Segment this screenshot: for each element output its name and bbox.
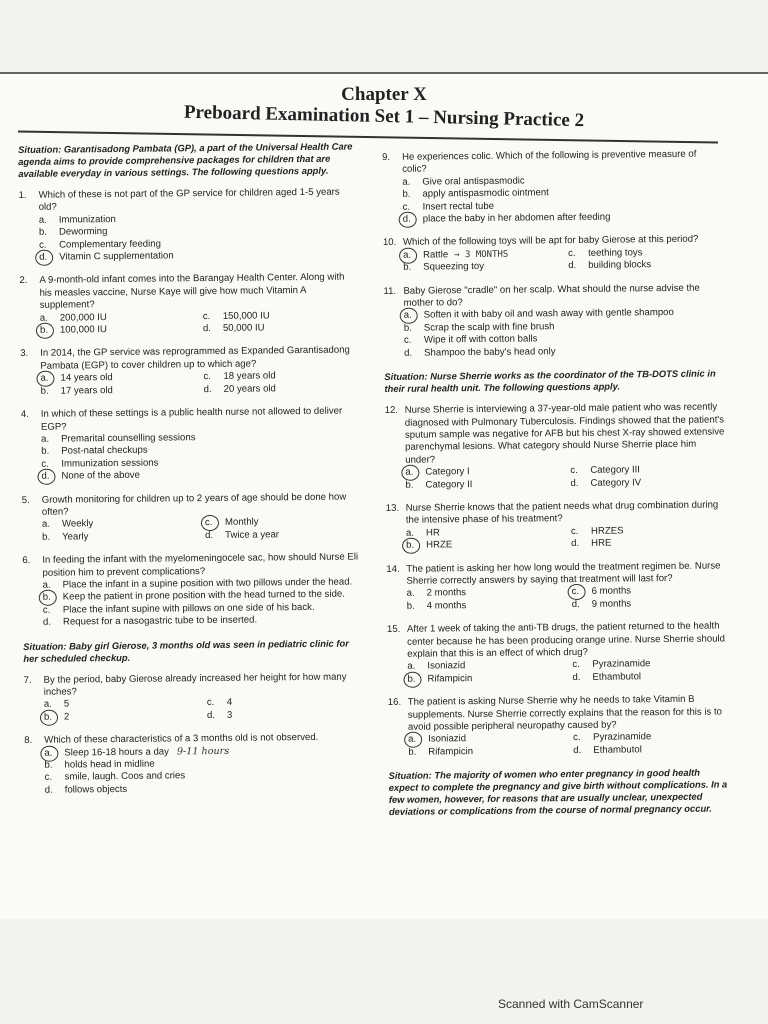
option-a: a. 200,000 IU <box>39 311 107 324</box>
option-c: c. Place the infant supine with pillows on one side of his back. <box>42 601 315 616</box>
option-b: b. holds head in midline <box>44 758 155 771</box>
question-11: 11. Baby Gierose "cradle" on her scalp. What should the nurse advise the mother to do? a. Soften it with baby oil and wash away with gentle shampoo b. Scrap the scalp with fine brush c. Wipe it off with cotton balls d. Shampoo the baby's head only <box>383 282 724 360</box>
option-c: c. HRZES <box>570 525 624 537</box>
question-text: In feeding the infant with the myelomeningocele sac, how should Nurse Eli position him to prevent complications? <box>42 551 359 579</box>
option-b: b. Category II <box>405 478 473 491</box>
question-text: Nurse Sherrie is interviewing a 37-year-old male patient who was recently diagnosed with Pulmonary Tuberculosis. Findings showed that the patient's sputum sample was negative for AFB but his chest X-ray showed extensive parenchymal lesions. What category should Nurse Sherrie place him under? <box>404 401 725 466</box>
option-c: c. Complementary feeding <box>39 238 161 251</box>
situation-text: Situation: Garantisadong Pambata (GP), a part of the Universal Health Care agenda aims to provide comprehensive packages for children that are available everyday in various settings. The following questions apply. <box>18 140 353 179</box>
question-text: Baby Gierose "cradle" on her scalp. What should the nurse advise the mother to do? <box>403 282 700 309</box>
option-d: d. follows objects <box>44 783 128 796</box>
option-c: c. 150,000 IU <box>202 310 270 322</box>
question-4: 4. In which of these settings is a public health nurse not allowed to deliver EGP? a. Premarital counselling sessions b. Post-natal checkups c. Immunization sessions d. None of the above <box>21 406 358 484</box>
option-d: d. 20 years old <box>203 383 276 395</box>
question-2: 2. A 9-month-old infant comes into the Barangay Health Center. Along with his measles vaccine, Nurse Kaye will give how much Vitamin A supplement? a. 200,000 IU c. 150,000 IU b. 100,000 IU d. 50,000 IU <box>19 272 356 338</box>
option-a-circled: a. Soften it with baby oil and wash away with gentle shampoo <box>403 307 674 322</box>
question-text: In 2014, the GP service was reprogrammed as Expanded Garantisadong Pambata (EGP) to cover children up to which age? <box>40 345 350 372</box>
option-b-circled: b. Rifampicin <box>407 672 473 685</box>
option-c: c. 4 <box>206 697 233 709</box>
option-a: a. Place the infant in a supine position with two pillows under the head. <box>42 576 353 591</box>
question-text: The patient is asking her how long would the treatment regimen be. Nurse Sherrie correctly answers by saying that treatment will last for? <box>406 560 721 587</box>
left-column <box>18 140 361 808</box>
option-a: a. HR <box>405 527 440 539</box>
option-d: d. Ethambutol <box>572 671 642 683</box>
option-d-circled: d. None of the above <box>41 469 140 482</box>
option-c: c. Wipe it off with cotton balls <box>403 333 538 347</box>
question-16: 16. The patient is asking Nurse Sherrie why he needs to take Vitamin B supplements. Nurse Sherrie correctly explains that the reason for this is to avoid possible peripheral neuropathy caused by? a. Isoniazid c. Pyrazinamide b. Rifampicin d. Ethambutol <box>388 694 729 760</box>
question-text: Which of these is not part of the GP service for children aged 1-5 years old? <box>38 186 340 214</box>
question-text: Growth monitoring for children up to 2 years of age should be done how often? <box>41 491 347 518</box>
handwritten-note: 9-11 hours <box>176 745 230 757</box>
question-8: 8. Which of these characteristics of a 3 months old is not observed. a. Sleep 16-18 hours a day 9-11 hours b. holds head in midline c. smile, laugh. Coos and cries d. follows objects <box>24 732 361 798</box>
question-number: 1. <box>18 189 27 201</box>
question-text: Nurse Sherrie knows that the patient needs what drug combination during the intensive phase of his treatment? <box>405 499 719 527</box>
option-d: d. 9 months <box>571 598 632 610</box>
question-text: By the period, baby Gierose already increased her height for how many inches? <box>43 671 347 698</box>
option-c-circled: c. 6 months <box>571 585 632 598</box>
option-d: d. Category IV <box>570 476 642 489</box>
option-c: c. Pyrazinamide <box>572 658 651 671</box>
option-a-circled: a. Isoniazid <box>408 733 467 746</box>
option-a-circled: a. Category I <box>405 466 470 478</box>
option-b: b. apply antispasmodic ointment <box>402 187 549 201</box>
question-text: In which of these settings is a public health nurse not allowed to deliver EGP? <box>40 405 343 433</box>
option-b-circled: b. HRZE <box>406 539 453 551</box>
option-b: b. Squeezing toy <box>403 261 485 274</box>
question-14: 14. The patient is asking her how long would the treatment regimen be. Nurse Sherrie correctly answers by saying that treatment will last for? a. 2 months c. 6 months b. 4 months d. 9 months <box>386 560 727 613</box>
option-a: a. Premarital counselling sessions <box>41 432 196 445</box>
question-3: 3. In 2014, the GP service was reprogrammed as Expanded Garantisadong Pambata (EGP) to cover children up to which age? a. 14 years old c. 18 years old b. 17 years old d. 20 years old <box>20 345 357 398</box>
option-c: c. Immunization sessions <box>41 457 159 470</box>
option-a: a. 5 <box>43 698 70 711</box>
option-c-circled: c. Monthly <box>204 516 259 529</box>
option-b: b. 17 years old <box>40 384 113 397</box>
question-12: 12. Nurse Sherrie is interviewing a 37-year-old male patient who was recently diagnosed with Pulmonary Tuberculosis. Findings showed that the patient's sputum sample was negative for AFB but his chest X-ray showed extensive parenchymal lesions. What category should Nurse Sherrie place him under? a. Category I c. Category III b. Category II d. Category IV <box>384 401 725 491</box>
scanner-watermark: Scanned with CamScanner <box>498 997 644 1011</box>
option-a: a. Give oral antispasmodic <box>402 175 525 188</box>
question-text: The patient is asking Nurse Sherrie why he needs to take Vitamin B supplements. Nurse Sherrie correctly explains that the reason for this is to avoid possible peripheral neuropathy caused by? <box>407 693 723 733</box>
option-c: c. Pyrazinamide <box>573 731 652 744</box>
option-a-circled: a. Sleep 16-18 hours a day 9-11 hours <box>44 745 230 759</box>
chapter-heading: Chapter X <box>341 84 427 105</box>
option-a-circled: a. 14 years old <box>40 372 113 385</box>
option-c: c. 18 years old <box>203 370 276 383</box>
option-b: b. 4 months <box>406 599 467 612</box>
question-1 <box>18 186 355 264</box>
question-6: 6. In feeding the infant with the myelomeningocele sac, how should Nurse Eli position him to prevent complications? a. Place the infant in a supine position with two pillows under the head. b. Keep the patient in prone position with the head turned to the side. c. Place the infant supine with pillows on one side of his back. d. Request for a nasogastric tube to be inserted. <box>22 551 359 628</box>
question-text: He experiences colic. Which of the following is preventive measure of colic? <box>401 148 697 176</box>
option-a: a. Immunization <box>38 213 116 226</box>
option-b: b. Scrap the scalp with fine brush <box>403 321 555 334</box>
option-d-circled: d. Vitamin C supplementation <box>39 250 174 263</box>
option-b: b. Post-natal checkups <box>41 444 148 458</box>
question-text: Which of these characteristics of a 3 months old is not observed. <box>44 732 319 746</box>
option-d-circled: d. place the baby in her abdomen after feeding <box>402 211 611 225</box>
question-15: 15. After 1 week of taking the anti-TB drugs, the patient returned to the health center because he has been producing orange urine. Nurse Sherrie should explain that this is an effect of which drug? a. Isoniazid c. Pyrazinamide b. Rifampicin d. Ethambutol <box>387 621 728 687</box>
question-7: 7. By the period, baby Gierose already increased her height for how many inches? a. 5 c. 4 b. 2 d. 3 <box>24 671 361 724</box>
option-b-circled: b. 100,000 IU <box>39 324 107 336</box>
handwritten-note: → 3 MONTHS <box>454 249 509 261</box>
option-b: b. Rifampicin <box>408 745 474 758</box>
situation-text: Situation: Nurse Sherrie works as the coordinator of the TB-DOTS clinic in their rural health unit. The following questions apply. <box>384 367 716 395</box>
question-text: A 9-month-old infant comes into the Barangay Health Center. Along with his measles vaccine, Nurse Kaye will give how much Vitamin A supplement? <box>39 272 345 312</box>
option-a: a. Isoniazid <box>407 660 466 673</box>
option-b-circled: b. 2 <box>43 711 70 723</box>
question-text: Which of the following toys will be apt for baby Gierose at this period? <box>402 234 699 249</box>
option-d: d. 50,000 IU <box>202 322 265 335</box>
option-b: b. Deworming <box>38 226 108 239</box>
option-d: d. building blocks <box>568 259 652 272</box>
question-13: 13. Nurse Sherrie knows that the patient needs what drug combination during the intensive phase of his treatment? a. HR c. HRZES b. HRZE d. HRE <box>386 499 727 552</box>
exam-sheet <box>0 72 768 919</box>
option-a-circled: a. Rattle → 3 MONTHS <box>403 249 509 261</box>
right-column <box>382 148 729 828</box>
option-d: d. HRE <box>571 537 612 550</box>
question-5: 5. Growth monitoring for children up to 2 years of age should be done how often? a. Weekly c. Monthly b. Yearly d. Twice a year <box>22 491 359 544</box>
option-c: c. teething toys <box>568 247 643 259</box>
situation-text: Situation: The majority of women who enter pregnancy in good health expect to complete the pregnancy and give birth without complications. In a few women, however, for reasons that are usually unclear, unexpected deviations or complications from the course of normal pregnancy occur. <box>388 766 728 818</box>
option-c: c. smile, laugh. Coos and cries <box>44 770 186 784</box>
option-b: b. Yearly <box>42 531 89 543</box>
question-10: 10. Which of the following toys will be apt for baby Gierose at this period? a. Rattle → 3 MONTHS c. teething toys b. Squeezing toy d. building blocks <box>383 234 723 275</box>
situation-text: Situation: Baby girl Gierose, 3 months old was seen in pediatric clinic for her scheduled checkup. <box>23 637 349 664</box>
option-d: d. Ethambutol <box>573 744 642 756</box>
option-a: a. 2 months <box>406 587 467 600</box>
exam-title: Preboard Examination Set 1 – Nursing Practice 2 <box>183 101 585 132</box>
question-9: 9. He experiences colic. Which of the following is preventive measure of colic? a. Give oral antispasmodic b. apply antispasmodic ointment c. Insert rectal tube d. place the baby in her abdomen after feeding <box>382 148 723 226</box>
question-text: After 1 week of taking the anti-TB drugs, the patient returned to the health center because he has been producing orange urine. Nurse Sherrie should explain that this is an effect of which drug? <box>406 620 726 660</box>
option-d: d. Request for a nasogastric tube to be inserted. <box>42 614 258 628</box>
option-c: c. Insert rectal tube <box>402 200 495 213</box>
option-c: c. Category III <box>570 464 640 477</box>
option-b-circled: b. Keep the patient in prone position with the head turned to the side. <box>42 588 345 604</box>
option-d: d. 3 <box>206 709 233 721</box>
option-d: d. Twice a year <box>205 529 280 541</box>
option-d: d. Shampoo the baby's head only <box>404 345 556 359</box>
option-a: a. Weekly <box>41 518 94 531</box>
